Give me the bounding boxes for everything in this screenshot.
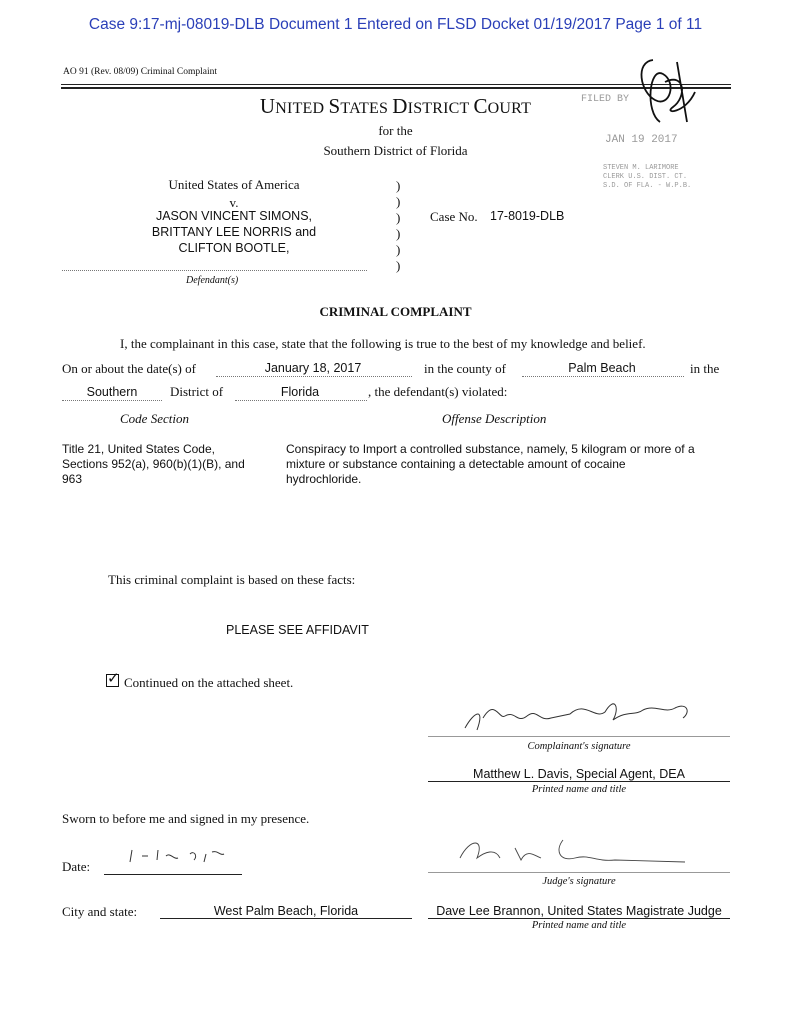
caption-paren: ): [396, 242, 401, 257]
defendant-line: [62, 270, 367, 271]
state-value: Florida: [280, 385, 320, 399]
stamp-filed-by: FILED BY: [581, 94, 630, 105]
offense-desc-line-2: mixture or substance containing a detectable amount of cocaine: [286, 457, 626, 471]
complainant-printed-name: Matthew L. Davis, Special Agent, DEA: [473, 767, 685, 781]
complainant-signature: [455, 690, 705, 740]
court-title-nited: NITED: [275, 100, 329, 117]
caption-paren: ): [396, 210, 401, 225]
complainant-signature-line: [428, 736, 730, 737]
date-label: Date:: [62, 859, 91, 874]
caption-paren: ): [396, 194, 401, 209]
court-title-tates: TATES: [340, 100, 393, 117]
district-line: [62, 400, 162, 401]
stamp-line-3: S.D. OF FLA. - W.P.B.: [603, 182, 692, 190]
court-title-u: U: [259, 94, 276, 118]
case-no-label: Case No.: [430, 209, 478, 224]
complainant-signature-caption: Complainant's signature: [527, 741, 631, 752]
stamp-line-1: STEVEN M. LARIMORE: [603, 164, 679, 172]
date-prefix: On or about the date(s) of: [62, 361, 196, 376]
county-line: [522, 376, 684, 377]
judge-signature-caption: Judge's signature: [542, 876, 616, 887]
facts-intro: This criminal complaint is based on these facts:: [108, 572, 356, 587]
district-value: Southern: [86, 385, 138, 399]
code-section-line-3: 963: [62, 472, 83, 486]
county-label: in the county of: [424, 361, 506, 376]
court-title-istrict: ISTRICT: [407, 100, 474, 117]
caption-paren: ): [396, 258, 401, 273]
court-title-ourt: OURT: [487, 100, 532, 117]
county-value: Palm Beach: [568, 361, 636, 375]
district-label: District of: [170, 384, 224, 399]
code-section-line-1: Title 21, United States Code,: [62, 442, 215, 456]
court-title-c: C: [473, 94, 488, 118]
judge-printed-name: Dave Lee Brannon, United States Magistrate Judge: [436, 904, 722, 918]
versus: v.: [229, 195, 239, 210]
stamp-date: JAN 19 2017: [605, 134, 678, 146]
case-no-value: 17-8019-DLB: [490, 209, 565, 223]
for-the-text: for the: [378, 123, 413, 138]
complainant-printed-line: [428, 781, 730, 782]
offense-desc-line-3: hydrochloride.: [286, 472, 362, 486]
offense-description-heading: Offense Description: [442, 411, 547, 426]
judge-signature-line: [428, 872, 730, 873]
state-line: [235, 400, 367, 401]
judge-printed-caption: Printed name and title: [531, 920, 627, 931]
complainant-statement: I, the complainant in this case, state that the following is true to the best of my knowledge and belief.: [120, 336, 646, 351]
affidavit-reference: PLEASE SEE AFFIDAVIT: [226, 623, 369, 637]
offense-date-line: [216, 376, 412, 377]
code-section-heading: Code Section: [120, 411, 189, 426]
complaint-title: CRIMINAL COMPLAINT: [319, 304, 472, 319]
stamp-signature-mark: [615, 52, 735, 132]
court-title-s: S: [328, 94, 341, 118]
date-line: [104, 874, 242, 875]
offense-date: January 18, 2017: [264, 361, 362, 375]
defendant-label: Defendant(s): [186, 275, 239, 286]
handwritten-date: [120, 846, 240, 870]
code-section-line-2: Sections 952(a), 960(b)(1)(B), and: [62, 457, 245, 471]
city-state-value: West Palm Beach, Florida: [213, 904, 359, 918]
caption-paren: ): [396, 178, 401, 193]
offense-desc-line-1: Conspiracy to Import a controlled substance, namely, 5 kilogram or more of a: [286, 442, 695, 456]
city-state-label: City and state:: [62, 904, 138, 919]
caption-paren: ): [396, 226, 401, 241]
judge-printed-line: [428, 918, 730, 919]
row2-suffix: , the defendant(s) violated:: [368, 384, 508, 399]
defendant-1: JASON VINCENT SIMONS,: [155, 209, 313, 223]
continued-checkbox[interactable]: [106, 669, 120, 687]
plaintiff-name: United States of America: [168, 177, 300, 192]
row1-suffix: in the: [690, 361, 720, 376]
judge-signature: [455, 828, 695, 878]
docket-header: Case 9:17-mj-08019-DLB Document 1 Entered on FLSD Docket 01/19/2017 Page 1 of 11: [88, 16, 703, 33]
checkmark-icon: ✓: [107, 669, 120, 687]
defendant-3: CLIFTON BOOTLE,: [178, 241, 290, 255]
sworn-statement: Sworn to before me and signed in my presence.: [62, 811, 310, 826]
continued-label: Continued on the attached sheet.: [124, 675, 294, 690]
complainant-printed-caption: Printed name and title: [531, 784, 627, 795]
court-title-d: D: [392, 94, 408, 118]
court-district: Southern District of Florida: [323, 143, 468, 158]
stamp-line-2: CLERK U.S. DIST. CT.: [603, 173, 688, 181]
city-state-line: [160, 918, 412, 919]
defendant-2: BRITTANY LEE NORRIS and: [151, 225, 317, 239]
form-identifier: AO 91 (Rev. 08/09) Criminal Complaint: [63, 67, 218, 77]
